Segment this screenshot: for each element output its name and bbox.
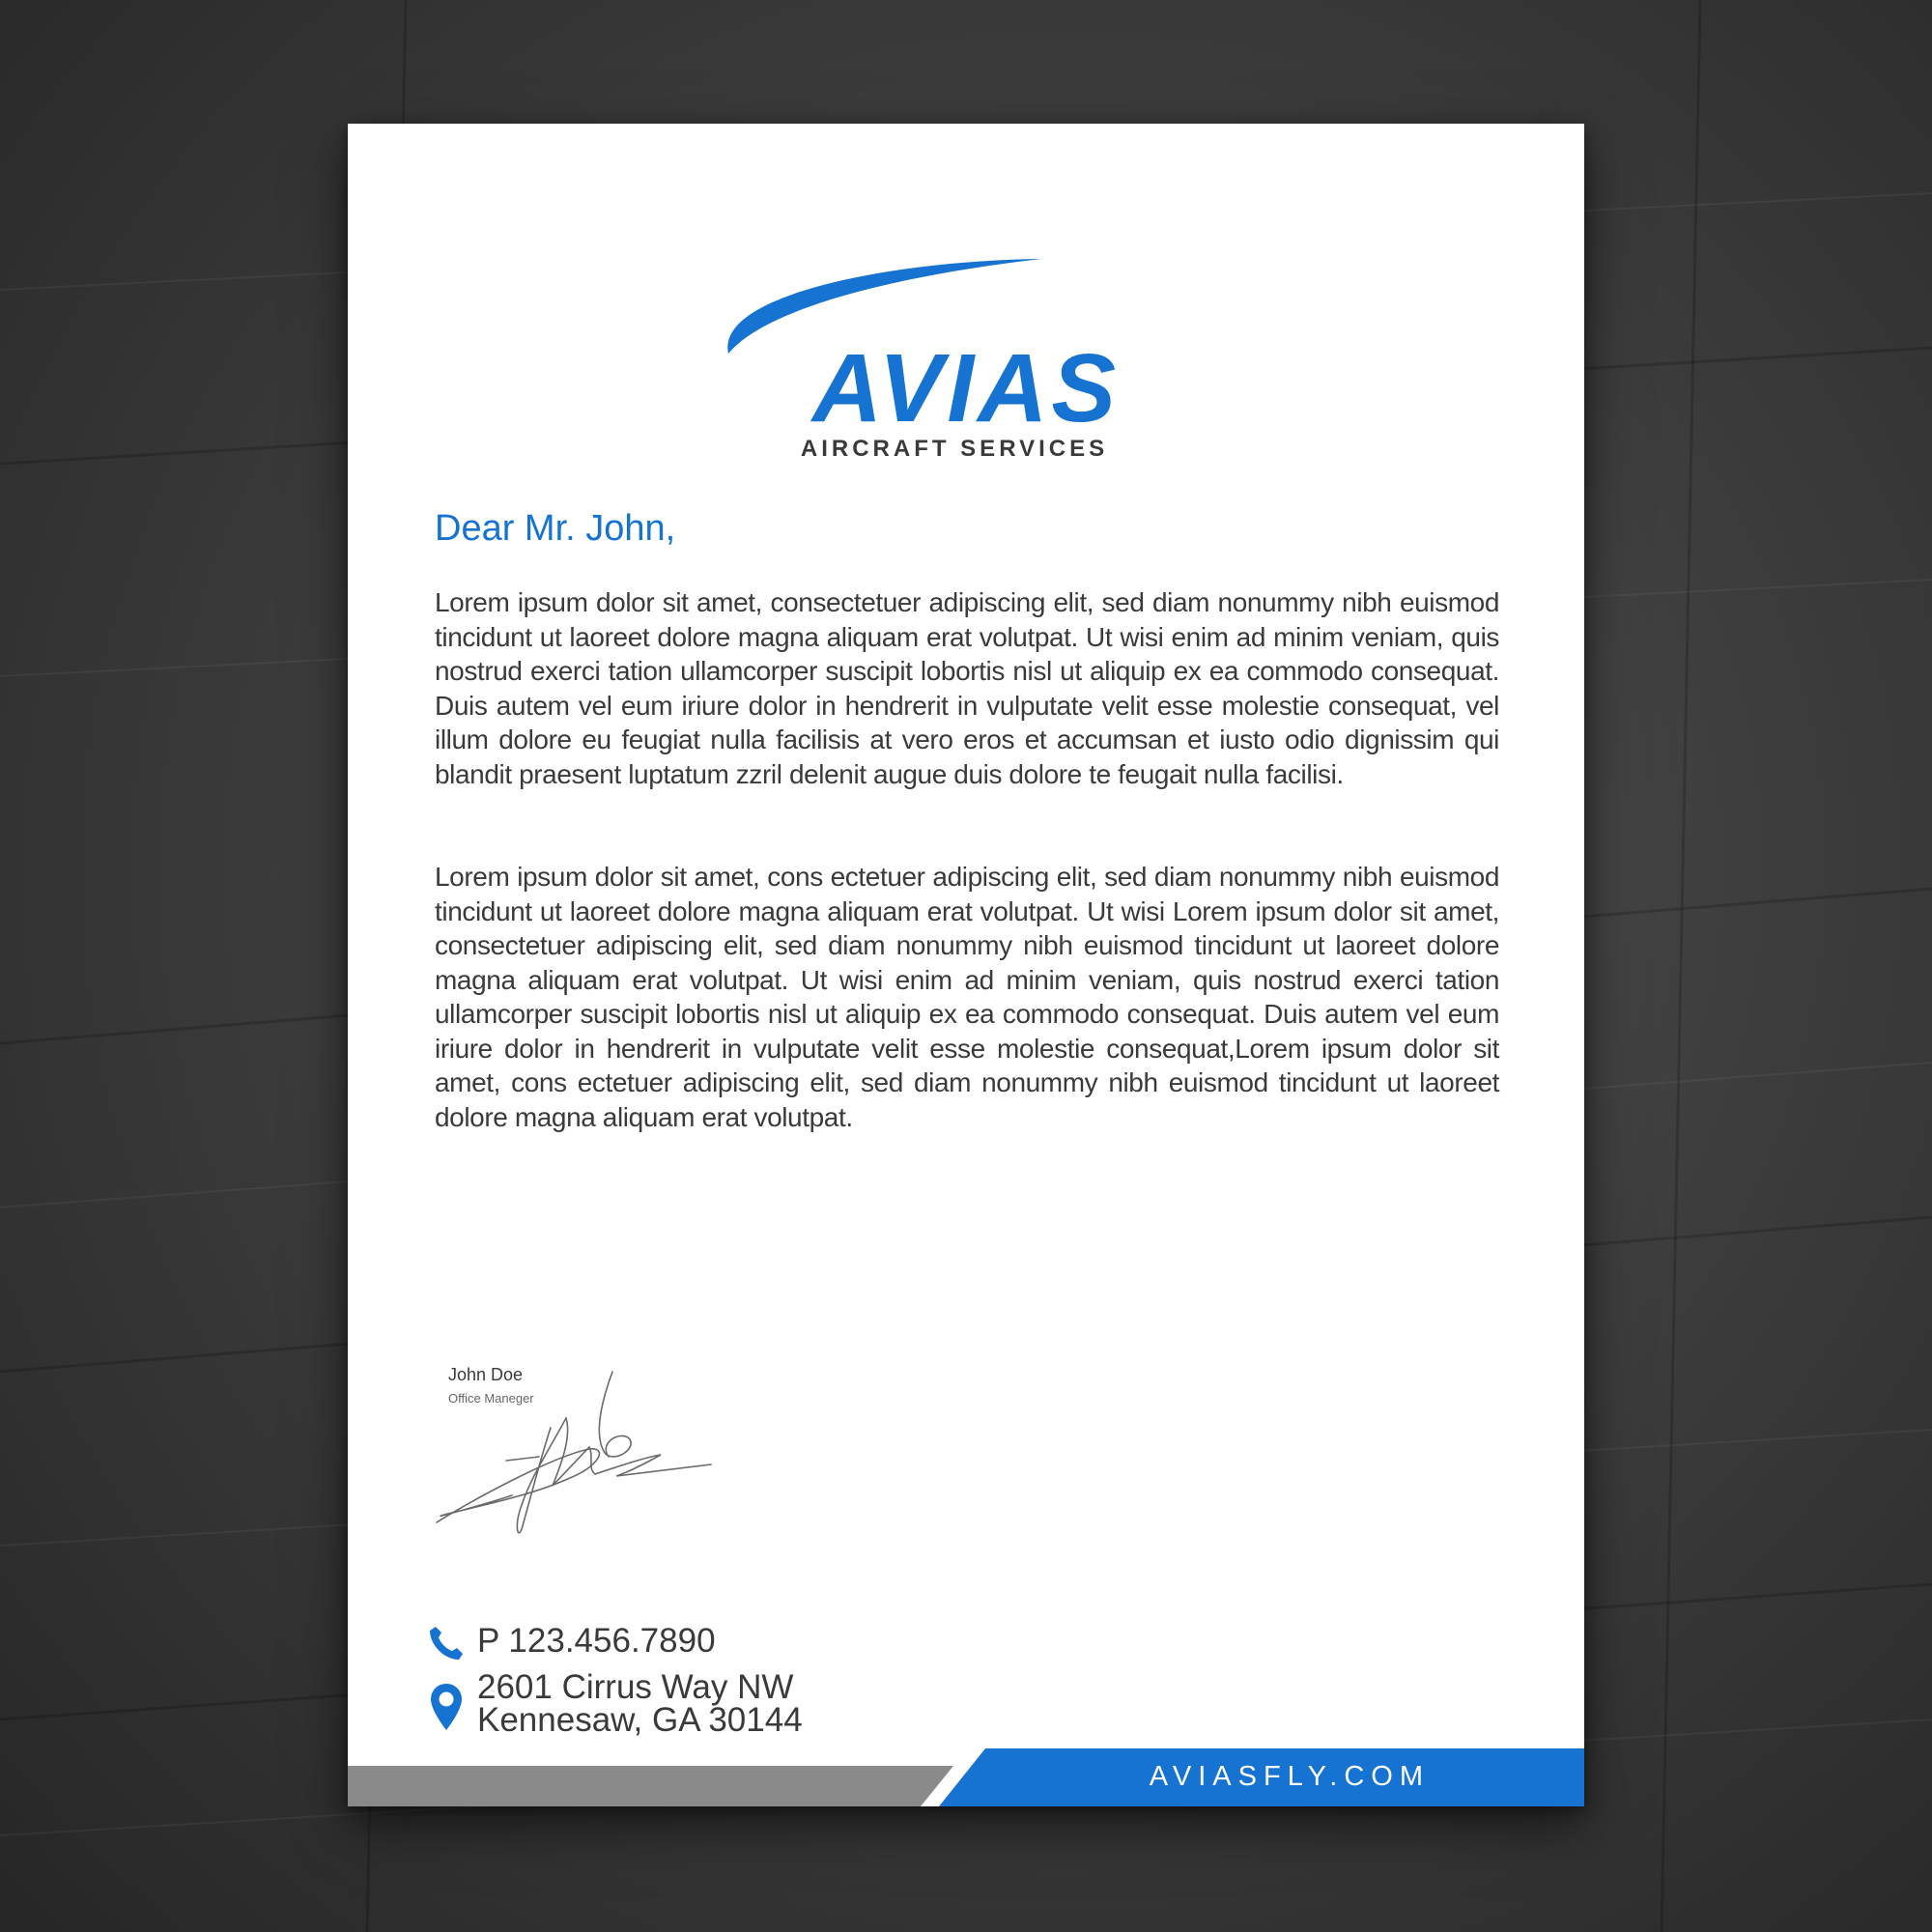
- letter-greeting: Dear Mr. John,: [435, 508, 676, 549]
- logo-tagline: AIRCRAFT SERVICES: [800, 436, 1109, 462]
- website-link[interactable]: AVIASFLY.COM: [1149, 1761, 1430, 1792]
- signer-name: John Doe: [448, 1365, 524, 1384]
- footer-gray-band: [348, 1766, 953, 1806]
- avias-logo: [348, 182, 1584, 471]
- logo-wordmark: AVIAS: [811, 334, 1121, 442]
- handwritten-signature: [425, 1360, 715, 1553]
- phone-icon: [427, 1624, 466, 1662]
- phone-number: P 123.456.7890: [477, 1622, 716, 1660]
- letter-paragraph-2: Lorem ipsum dolor sit amet, cons ectetuer adipiscing elit, sed diam nonummy nibh euismod tincidunt ut laoreet dolore magna aliquam erat volutpat. Ut wisi Lorem ipsum dolor sit amet, consectetuer adipiscing elit, sed diam nonummy nibh euismod tincidunt ut laoreet dolore magna aliquam erat volutpat. Ut wisi enim ad minim veniam, quis nostrud exerci tation ullamcorper suscipit lobortis nisl ut aliquip ex ea commodo consequat. Duis autem vel eum iriure dolor in hendrerit in vulputate velit esse molestie consequat,Lorem ipsum dolor sit amet, cons ectetuer adipiscing elit, sed diam nonummy nibh euismod tincidunt ut laoreet dolore magna aliquam erat volutpat.: [435, 862, 1499, 1132]
- signer-title: Office Maneger: [448, 1391, 534, 1406]
- map-pin-icon: [429, 1682, 464, 1732]
- address-line-1: 2601 Cirrus Way NW: [477, 1668, 794, 1706]
- letterhead-page: [348, 124, 1584, 1806]
- address-line-2: Kennesaw, GA 30144: [477, 1701, 803, 1739]
- letter-paragraph-1: Lorem ipsum dolor sit amet, consectetuer adipiscing elit, sed diam nonummy nibh euismod tincidunt ut laoreet dolore magna aliquam erat volutpat. Ut wisi enim ad minim veniam, quis nostrud exerci tation ullamcorper suscipit lobortis nisl ut aliquip ex ea commodo consequat. Duis autem vel eum iriure dolor in hendrerit in vulputate velit esse molestie consequat, vel illum dolore eu feugiat nulla facilisis at vero eros et accumsan et iusto odio dignissim qui blandit praesent luptatum zzril delenit augue duis dolore te feugait nulla facilisi.: [435, 587, 1499, 789]
